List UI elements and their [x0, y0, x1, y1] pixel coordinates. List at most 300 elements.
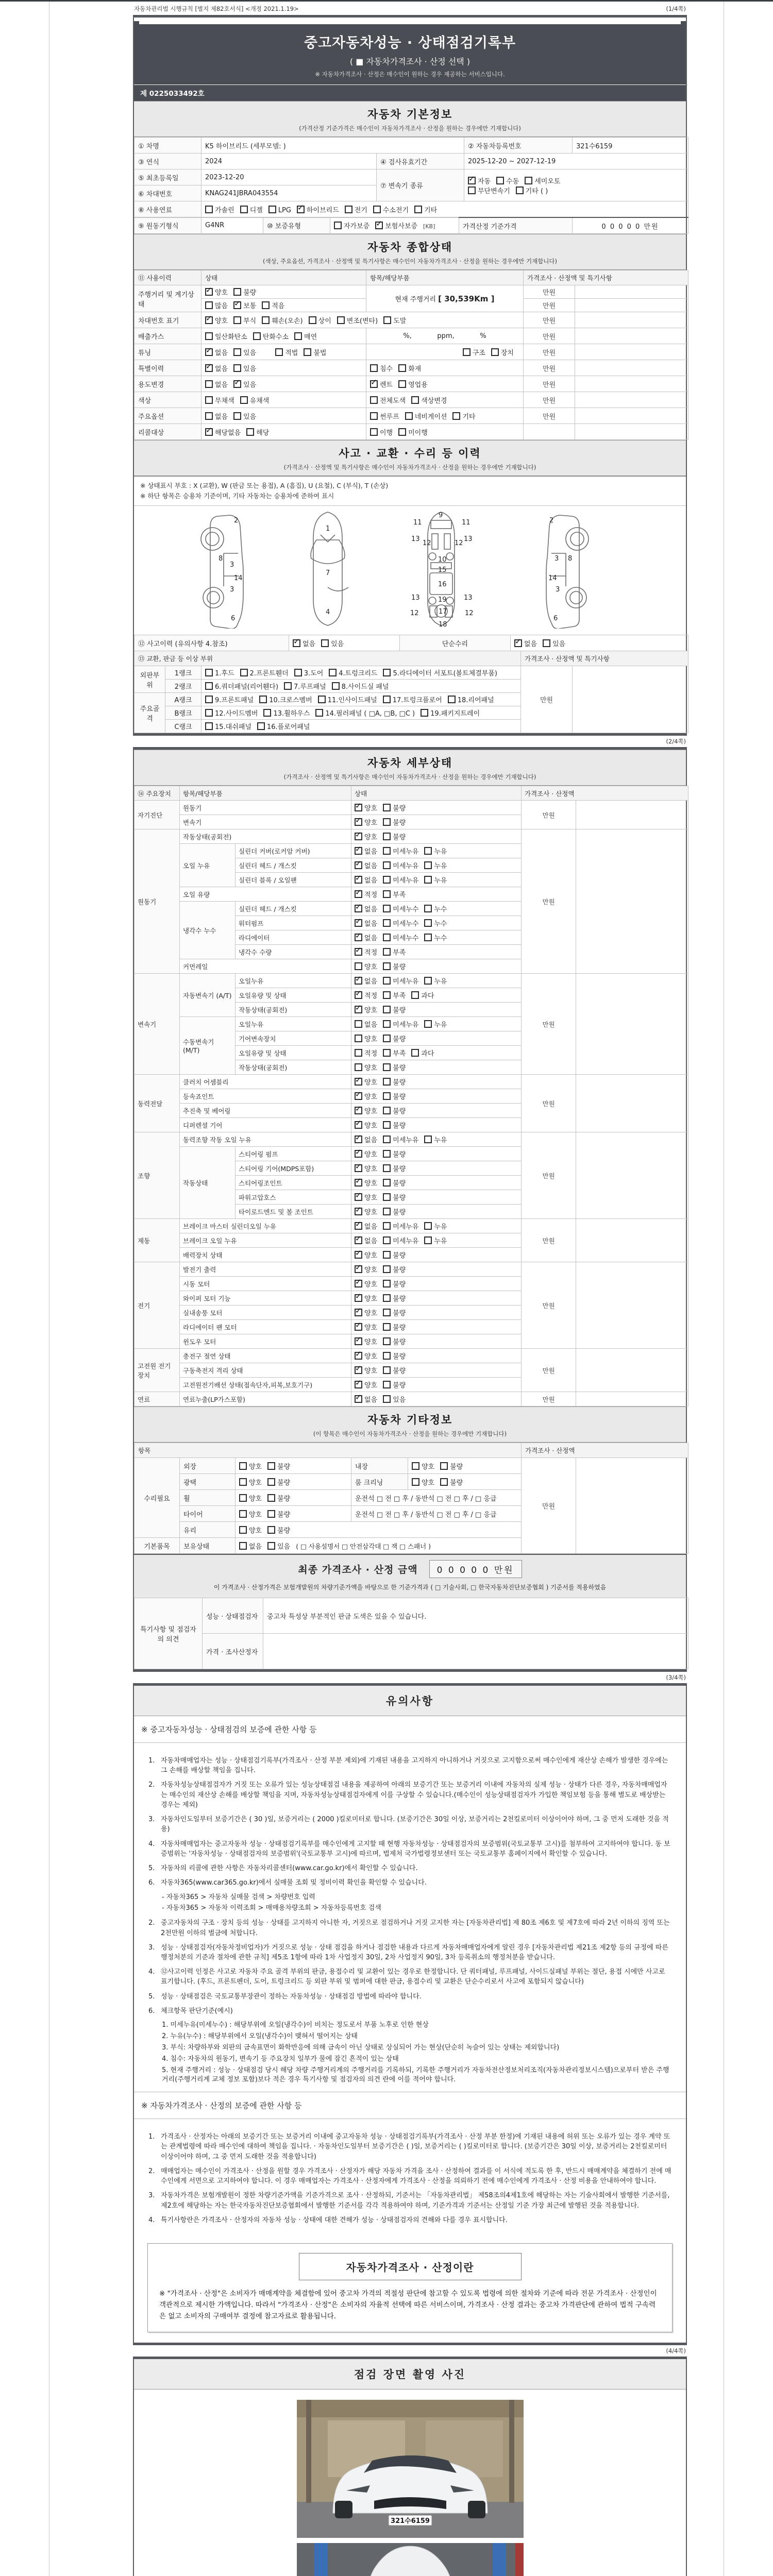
- checkbox-option[interactable]: [267, 1477, 290, 1487]
- checkbox-option[interactable]: [294, 668, 324, 677]
- checkbox-checked-icon[interactable]: [355, 1107, 362, 1114]
- checkbox-option[interactable]: [383, 904, 418, 913]
- checkbox-option[interactable]: [424, 846, 447, 856]
- checkbox-icon[interactable]: [294, 332, 302, 340]
- checkbox-option[interactable]: [383, 694, 442, 704]
- checkbox-checked-icon[interactable]: [293, 639, 300, 647]
- checkbox-icon[interactable]: [318, 696, 326, 703]
- checkbox-checked-icon[interactable]: [355, 1121, 362, 1129]
- checkbox-icon[interactable]: [355, 962, 362, 970]
- checkbox-option[interactable]: [268, 206, 291, 214]
- checkbox-option[interactable]: [355, 1221, 377, 1231]
- checkbox-icon[interactable]: [239, 1526, 247, 1534]
- checkbox-icon[interactable]: [424, 1222, 432, 1230]
- checkbox-checked-icon[interactable]: [355, 1395, 362, 1403]
- checkbox-option[interactable]: [383, 1019, 418, 1029]
- checkbox-option[interactable]: [240, 205, 263, 214]
- checkbox-option[interactable]: [246, 427, 269, 437]
- checkbox-checked-icon[interactable]: [355, 876, 362, 884]
- checkbox-icon[interactable]: [421, 709, 428, 717]
- checkbox-option[interactable]: [253, 331, 289, 341]
- checkbox-icon[interactable]: [463, 348, 470, 356]
- checkbox-option[interactable]: [355, 1207, 377, 1216]
- checkbox-option[interactable]: [375, 221, 417, 230]
- checkbox-option[interactable]: [514, 638, 537, 648]
- checkbox-icon[interactable]: [383, 669, 391, 676]
- checkbox-checked-icon[interactable]: [355, 1092, 362, 1100]
- checkbox-checked-icon[interactable]: [355, 1179, 362, 1187]
- checkbox-checked-icon[interactable]: [233, 380, 241, 388]
- checkbox-icon[interactable]: [205, 412, 213, 420]
- checkbox-icon[interactable]: [383, 1366, 391, 1374]
- checkbox-icon[interactable]: [205, 332, 213, 340]
- checkbox-icon[interactable]: [424, 861, 432, 869]
- checkbox-checked-icon[interactable]: [355, 905, 362, 912]
- checkbox-icon[interactable]: [383, 1294, 391, 1302]
- checkbox-checked-icon[interactable]: [355, 1222, 362, 1230]
- checkbox-icon[interactable]: [263, 709, 271, 717]
- checkbox-icon[interactable]: [205, 709, 213, 717]
- checkbox-option[interactable]: [233, 347, 256, 357]
- checkbox-icon[interactable]: [383, 876, 391, 884]
- checkbox-checked-icon[interactable]: [514, 639, 522, 647]
- checkbox-option[interactable]: [383, 817, 406, 827]
- checkbox-icon[interactable]: [383, 696, 391, 703]
- checkbox-option[interactable]: [297, 205, 339, 214]
- checkbox-option[interactable]: [205, 300, 228, 310]
- checkbox-option[interactable]: [383, 1264, 406, 1274]
- checkbox-option[interactable]: [411, 395, 447, 405]
- checkbox-option[interactable]: [318, 694, 377, 704]
- checkbox-option[interactable]: [448, 694, 494, 704]
- checkbox-icon[interactable]: [205, 682, 213, 690]
- checkbox-icon[interactable]: [239, 1542, 247, 1550]
- checkbox-icon[interactable]: [383, 1280, 391, 1287]
- checkbox-option[interactable]: [468, 185, 510, 195]
- checkbox-option[interactable]: [205, 427, 241, 437]
- checkbox-checked-icon[interactable]: [205, 428, 213, 436]
- checkbox-icon[interactable]: [240, 669, 248, 676]
- checkbox-option[interactable]: [411, 990, 434, 1000]
- checkbox-option[interactable]: [205, 315, 228, 325]
- checkbox-option[interactable]: [355, 918, 377, 928]
- checkbox-option[interactable]: [383, 1062, 406, 1072]
- checkbox-icon[interactable]: [424, 934, 432, 941]
- checkbox-icon[interactable]: [411, 396, 419, 404]
- checkbox-option[interactable]: [239, 1525, 262, 1535]
- checkbox-icon[interactable]: [424, 1136, 432, 1143]
- checkbox-option[interactable]: [205, 363, 228, 373]
- checkbox-checked-icon[interactable]: [370, 380, 378, 388]
- checkbox-icon[interactable]: [383, 1063, 391, 1071]
- checkbox-option[interactable]: [355, 1264, 377, 1274]
- checkbox-icon[interactable]: [239, 1494, 247, 1502]
- checkbox-option[interactable]: [383, 1178, 406, 1188]
- checkbox-option[interactable]: [205, 331, 247, 341]
- checkbox-checked-icon[interactable]: [355, 890, 362, 898]
- checkbox-checked-icon[interactable]: [297, 206, 305, 213]
- checkbox-option[interactable]: [452, 411, 475, 421]
- checkbox-icon[interactable]: [383, 1078, 391, 1086]
- checkbox-option[interactable]: [370, 363, 393, 373]
- checkbox-option[interactable]: [496, 176, 519, 185]
- checkbox-icon[interactable]: [424, 905, 432, 912]
- checkbox-option[interactable]: [355, 875, 377, 885]
- checkbox-icon[interactable]: [246, 428, 254, 436]
- checkbox-option[interactable]: [370, 379, 393, 389]
- checkbox-option[interactable]: [383, 889, 406, 899]
- checkbox-icon[interactable]: [383, 1164, 391, 1172]
- checkbox-icon[interactable]: [414, 206, 422, 213]
- checkbox-checked-icon[interactable]: [355, 1006, 362, 1013]
- checkbox-icon[interactable]: [321, 639, 329, 647]
- checkbox-option[interactable]: [468, 176, 491, 185]
- checkbox-icon[interactable]: [525, 177, 532, 184]
- checkbox-icon[interactable]: [383, 962, 391, 970]
- checkbox-icon[interactable]: [383, 1150, 391, 1158]
- checkbox-icon[interactable]: [383, 316, 391, 324]
- checkbox-icon[interactable]: [398, 428, 406, 436]
- checkbox-option[interactable]: [355, 933, 377, 942]
- checkbox-icon[interactable]: [411, 991, 419, 999]
- checkbox-icon[interactable]: [383, 934, 391, 941]
- checkbox-option[interactable]: [240, 395, 270, 405]
- checkbox-option[interactable]: [263, 708, 310, 718]
- checkbox-option[interactable]: [355, 1033, 377, 1043]
- checkbox-checked-icon[interactable]: [355, 1236, 362, 1244]
- checkbox-icon[interactable]: [355, 1063, 362, 1071]
- checkbox-option[interactable]: [398, 427, 428, 437]
- checkbox-option[interactable]: [239, 1461, 262, 1471]
- checkbox-icon[interactable]: [267, 1542, 275, 1550]
- checkbox-option[interactable]: [205, 668, 234, 677]
- checkbox-icon[interactable]: [516, 187, 524, 194]
- checkbox-icon[interactable]: [491, 348, 499, 356]
- checkbox-icon[interactable]: [383, 1323, 391, 1331]
- checkbox-option[interactable]: [383, 976, 418, 986]
- checkbox-icon[interactable]: [240, 206, 248, 213]
- checkbox-option[interactable]: [383, 875, 418, 885]
- checkbox-checked-icon[interactable]: [355, 1251, 362, 1259]
- checkbox-icon[interactable]: [205, 301, 213, 309]
- checkbox-option[interactable]: [355, 846, 377, 856]
- checkbox-option[interactable]: [370, 427, 393, 437]
- checkbox-icon[interactable]: [205, 722, 213, 730]
- checkbox-checked-icon[interactable]: [355, 861, 362, 869]
- checkbox-option[interactable]: [412, 1477, 434, 1487]
- checkbox-option[interactable]: [355, 1351, 377, 1361]
- checkbox-option[interactable]: [411, 1048, 434, 1058]
- checkbox-option[interactable]: [383, 1163, 406, 1173]
- checkbox-option[interactable]: [355, 1365, 377, 1375]
- checkbox-icon[interactable]: [332, 682, 340, 690]
- checkbox-option[interactable]: [525, 176, 560, 185]
- checkbox-icon[interactable]: [383, 1049, 391, 1057]
- checkbox-option[interactable]: [205, 205, 234, 214]
- checkbox-option[interactable]: [383, 1380, 406, 1389]
- checkbox-option[interactable]: [383, 315, 406, 325]
- checkbox-option[interactable]: [355, 1077, 377, 1087]
- checkbox-option[interactable]: [315, 708, 415, 718]
- checkbox-option[interactable]: [275, 347, 298, 357]
- checkbox-icon[interactable]: [383, 847, 391, 855]
- checkbox-option[interactable]: [233, 411, 256, 421]
- checkbox-icon[interactable]: [233, 348, 241, 356]
- checkbox-option[interactable]: [262, 315, 303, 325]
- checkbox-option[interactable]: [463, 347, 485, 357]
- checkbox-option[interactable]: [424, 1019, 447, 1029]
- checkbox-option[interactable]: [355, 1106, 377, 1115]
- checkbox-icon[interactable]: [412, 1478, 419, 1486]
- checkbox-icon[interactable]: [383, 1107, 391, 1114]
- checkbox-checked-icon[interactable]: [355, 1150, 362, 1158]
- checkbox-option[interactable]: [543, 638, 565, 648]
- checkbox-icon[interactable]: [383, 919, 391, 927]
- checkbox-icon[interactable]: [267, 1478, 275, 1486]
- checkbox-icon[interactable]: [205, 669, 213, 676]
- checkbox-icon[interactable]: [424, 847, 432, 855]
- checkbox-option[interactable]: [424, 875, 447, 885]
- checkbox-option[interactable]: [309, 315, 331, 325]
- checkbox-icon[interactable]: [383, 890, 391, 898]
- checkbox-icon[interactable]: [304, 348, 311, 356]
- checkbox-option[interactable]: [355, 1308, 377, 1317]
- checkbox-checked-icon[interactable]: [205, 288, 213, 296]
- checkbox-icon[interactable]: [383, 1121, 391, 1129]
- checkbox-icon[interactable]: [383, 1179, 391, 1187]
- checkbox-option[interactable]: [383, 1235, 418, 1245]
- checkbox-option[interactable]: [205, 681, 278, 691]
- checkbox-option[interactable]: [334, 221, 369, 230]
- checkbox-option[interactable]: [355, 1250, 377, 1260]
- checkbox-option[interactable]: [383, 860, 418, 870]
- checkbox-checked-icon[interactable]: [375, 222, 383, 229]
- checkbox-option[interactable]: [424, 976, 447, 986]
- checkbox-option[interactable]: [355, 1178, 377, 1188]
- checkbox-icon[interactable]: [253, 332, 261, 340]
- checkbox-option[interactable]: [355, 832, 377, 841]
- checkbox-checked-icon[interactable]: [355, 919, 362, 927]
- checkbox-option[interactable]: [516, 185, 548, 195]
- checkbox-icon[interactable]: [315, 709, 323, 717]
- checkbox-icon[interactable]: [239, 1510, 247, 1518]
- checkbox-icon[interactable]: [424, 977, 432, 985]
- checkbox-option[interactable]: [383, 1048, 406, 1058]
- checkbox-icon[interactable]: [205, 206, 213, 213]
- checkbox-icon[interactable]: [267, 1462, 275, 1470]
- checkbox-icon[interactable]: [424, 1236, 432, 1244]
- checkbox-option[interactable]: [383, 1106, 406, 1115]
- checkbox-icon[interactable]: [355, 1020, 362, 1028]
- checkbox-checked-icon[interactable]: [355, 1164, 362, 1172]
- checkbox-icon[interactable]: [424, 876, 432, 884]
- checkbox-icon[interactable]: [411, 1049, 419, 1057]
- checkbox-checked-icon[interactable]: [355, 934, 362, 941]
- checkbox-option[interactable]: [257, 721, 310, 731]
- checkbox-checked-icon[interactable]: [355, 804, 362, 811]
- checkbox-icon[interactable]: [424, 919, 432, 927]
- checkbox-option[interactable]: [233, 300, 256, 310]
- checkbox-icon[interactable]: [205, 696, 213, 703]
- checkbox-icon[interactable]: [233, 316, 241, 324]
- checkbox-option[interactable]: [383, 1033, 406, 1043]
- checkbox-option[interactable]: [233, 315, 256, 325]
- checkbox-option[interactable]: [383, 1336, 406, 1346]
- checkbox-icon[interactable]: [448, 696, 456, 703]
- checkbox-option[interactable]: [383, 668, 497, 677]
- checkbox-option[interactable]: [239, 1493, 262, 1503]
- checkbox-option[interactable]: [412, 1461, 434, 1471]
- checkbox-icon[interactable]: [275, 348, 283, 356]
- checkbox-icon[interactable]: [383, 861, 391, 869]
- checkbox-option[interactable]: [239, 1509, 262, 1519]
- checkbox-checked-icon[interactable]: [355, 1136, 362, 1143]
- checkbox-option[interactable]: [205, 694, 254, 704]
- checkbox-icon[interactable]: [267, 1510, 275, 1518]
- checkbox-option[interactable]: [383, 846, 418, 856]
- checkbox-icon[interactable]: [440, 1478, 448, 1486]
- checkbox-checked-icon[interactable]: [468, 177, 476, 184]
- checkbox-option[interactable]: [383, 1322, 406, 1332]
- checkbox-checked-icon[interactable]: [355, 1078, 362, 1086]
- checkbox-option[interactable]: [424, 1235, 447, 1245]
- checkbox-checked-icon[interactable]: [355, 847, 362, 855]
- checkbox-icon[interactable]: [383, 804, 391, 811]
- checkbox-option[interactable]: [259, 694, 312, 704]
- checkbox-option[interactable]: [355, 976, 377, 986]
- checkbox-option[interactable]: [205, 347, 228, 357]
- checkbox-option[interactable]: [424, 904, 447, 913]
- checkbox-checked-icon[interactable]: [355, 948, 362, 956]
- checkbox-option[interactable]: [233, 379, 256, 389]
- checkbox-checked-icon[interactable]: [205, 364, 213, 372]
- checkbox-option[interactable]: [355, 860, 377, 870]
- checkbox-option[interactable]: [355, 1134, 377, 1144]
- checkbox-option[interactable]: [355, 817, 377, 827]
- checkbox-icon[interactable]: [383, 1395, 391, 1403]
- checkbox-option[interactable]: [383, 1207, 406, 1216]
- checkbox-option[interactable]: [373, 205, 409, 214]
- checkbox-option[interactable]: [383, 1149, 406, 1159]
- checkbox-checked-icon[interactable]: [355, 1294, 362, 1302]
- checkbox-option[interactable]: [355, 1293, 377, 1303]
- checkbox-option[interactable]: [267, 1461, 290, 1471]
- checkbox-option[interactable]: [294, 331, 317, 341]
- checkbox-option[interactable]: [370, 411, 399, 421]
- checkbox-option[interactable]: [383, 1192, 406, 1202]
- checkbox-option[interactable]: [355, 1235, 377, 1245]
- checkbox-option[interactable]: [440, 1461, 463, 1471]
- checkbox-option[interactable]: [304, 347, 326, 357]
- checkbox-option[interactable]: [383, 1308, 406, 1317]
- checkbox-icon[interactable]: [383, 1236, 391, 1244]
- checkbox-icon[interactable]: [383, 1251, 391, 1259]
- checkbox-checked-icon[interactable]: [355, 991, 362, 999]
- checkbox-option[interactable]: [383, 933, 418, 942]
- checkbox-option[interactable]: [421, 708, 480, 718]
- checkbox-option[interactable]: [414, 205, 437, 214]
- checkbox-option[interactable]: [355, 1149, 377, 1159]
- checkbox-option[interactable]: [205, 721, 251, 731]
- checkbox-icon[interactable]: [370, 428, 378, 436]
- checkbox-icon[interactable]: [267, 1494, 275, 1502]
- checkbox-option[interactable]: [491, 347, 514, 357]
- checkbox-option[interactable]: [383, 918, 418, 928]
- checkbox-icon[interactable]: [355, 1035, 362, 1042]
- checkbox-icon[interactable]: [373, 206, 381, 213]
- checkbox-option[interactable]: [383, 1221, 418, 1231]
- checkbox-icon[interactable]: [383, 1381, 391, 1388]
- checkbox-icon[interactable]: [383, 1020, 391, 1028]
- checkbox-option[interactable]: [355, 990, 377, 1000]
- checkbox-icon[interactable]: [233, 364, 241, 372]
- checkbox-option[interactable]: [205, 287, 228, 297]
- checkbox-icon[interactable]: [452, 412, 460, 420]
- checkbox-icon[interactable]: [383, 1092, 391, 1100]
- checkbox-option[interactable]: [233, 287, 256, 297]
- checkbox-option[interactable]: [355, 1279, 377, 1289]
- checkbox-icon[interactable]: [383, 1352, 391, 1360]
- checkbox-option[interactable]: [355, 1048, 377, 1058]
- checkbox-option[interactable]: [383, 1250, 406, 1260]
- checkbox-icon[interactable]: [412, 1462, 419, 1470]
- checkbox-option[interactable]: [233, 363, 256, 373]
- checkbox-option[interactable]: [355, 1394, 377, 1404]
- checkbox-checked-icon[interactable]: [355, 1352, 362, 1360]
- checkbox-icon[interactable]: [383, 991, 391, 999]
- checkbox-option[interactable]: [398, 363, 421, 373]
- checkbox-icon[interactable]: [543, 639, 550, 647]
- checkbox-option[interactable]: [205, 411, 228, 421]
- checkbox-icon[interactable]: [239, 1478, 247, 1486]
- checkbox-option[interactable]: [355, 947, 377, 957]
- checkbox-icon[interactable]: [262, 301, 270, 309]
- checkbox-checked-icon[interactable]: [355, 1193, 362, 1201]
- checkbox-option[interactable]: [267, 1541, 290, 1551]
- checkbox-option[interactable]: [355, 1005, 377, 1014]
- checkbox-icon[interactable]: [205, 396, 213, 404]
- checkbox-option[interactable]: [383, 1365, 406, 1375]
- checkbox-icon[interactable]: [259, 696, 267, 703]
- checkbox-option[interactable]: [355, 1091, 377, 1101]
- checkbox-checked-icon[interactable]: [355, 818, 362, 826]
- checkbox-option[interactable]: [293, 638, 315, 648]
- checkbox-checked-icon[interactable]: [205, 348, 213, 356]
- checkbox-option[interactable]: [383, 990, 406, 1000]
- checkbox-option[interactable]: [267, 1509, 290, 1519]
- checkbox-icon[interactable]: [309, 316, 316, 324]
- checkbox-option[interactable]: [383, 1077, 406, 1087]
- checkbox-option[interactable]: [383, 1351, 406, 1361]
- checkbox-option[interactable]: [205, 395, 234, 405]
- checkbox-icon[interactable]: [398, 364, 406, 372]
- checkbox-icon[interactable]: [383, 1265, 391, 1273]
- checkbox-checked-icon[interactable]: [355, 1337, 362, 1345]
- checkbox-option[interactable]: [355, 1062, 377, 1072]
- checkbox-icon[interactable]: [383, 1035, 391, 1042]
- checkbox-icon[interactable]: [257, 722, 265, 730]
- checkbox-option[interactable]: [355, 1322, 377, 1332]
- checkbox-option[interactable]: [370, 395, 406, 405]
- checkbox-option[interactable]: [205, 379, 228, 389]
- checkbox-option[interactable]: [355, 961, 377, 971]
- checkbox-icon[interactable]: [468, 187, 476, 194]
- checkbox-option[interactable]: [267, 1525, 290, 1535]
- checkbox-icon[interactable]: [383, 818, 391, 826]
- checkbox-option[interactable]: [383, 1134, 418, 1144]
- checkbox-icon[interactable]: [370, 396, 378, 404]
- checkbox-icon[interactable]: [440, 1462, 448, 1470]
